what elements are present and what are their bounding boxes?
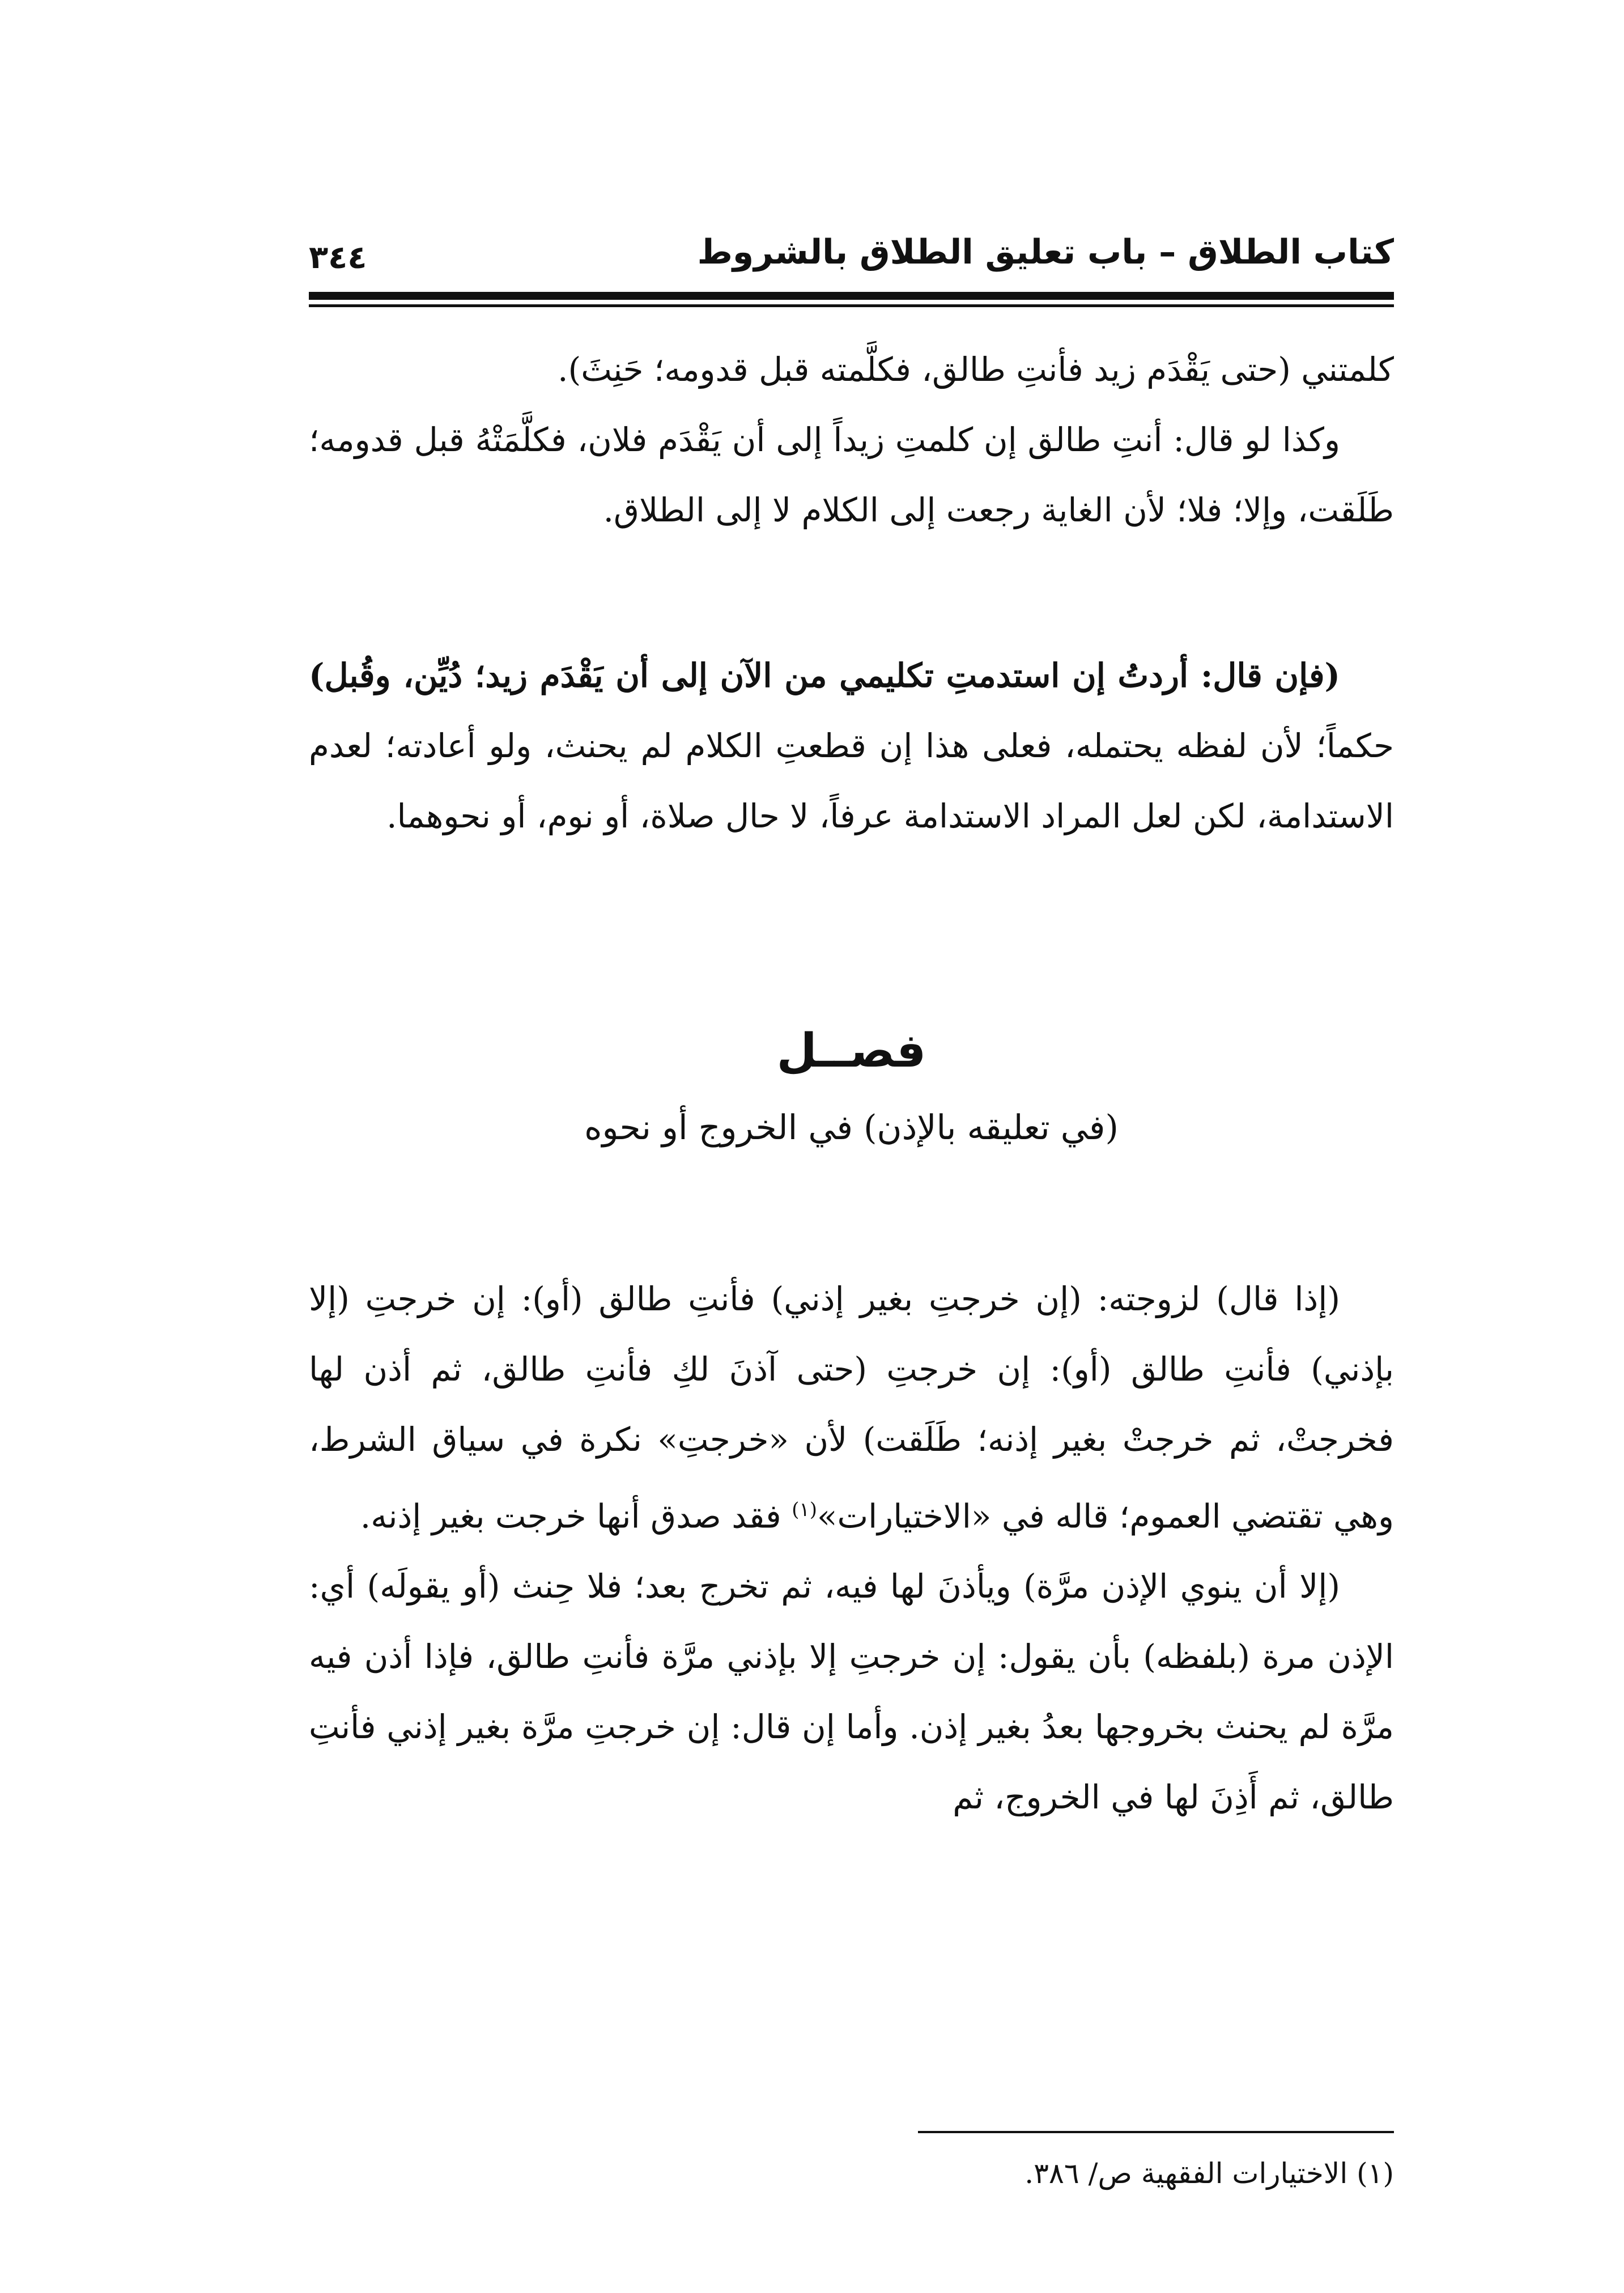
header-rule-thick [309,292,1394,300]
text-block-2 [309,640,1394,851]
paragraph: كلمتني (حتى يَقْدَم زيد فأنتِ طالق، فكلَّمته قبل قدومه؛ حَنِثَ). [558,350,1394,389]
matn-text: (فإن قال: أردتُ إن استدمتِ تكليمي من الآن إلى أن يَقْدَم زيد؛ دُيِّن، وقُبل) [309,656,1340,695]
page-number: ٣٤٤ [309,239,367,276]
text-block-3 [309,1264,1394,1832]
paragraph [309,1264,1394,1551]
running-title: كتاب الطلاق – باب تعليق الطلاق بالشروط [697,232,1394,272]
paragraph: وكذا لو قال: أنتِ طالق إن كلمتِ زيداً إلى أن يَقْدَم فلان، فكلَّمَتْهُ قبل قدومه؛ طَلَقت، وإلا؛ فلا؛ لأن الغاية رجعت إلى الكلام لا إلى الطلاق. [309,421,1394,529]
section-heading: فصــل [776,1024,926,1078]
sharh-text: حكماً؛ لأن لفظه يحتمله، فعلى هذا إن قطعتِ الكلام لم يحنث، ولو أعادته؛ لعدم الاستدامة، لكن لعل المراد الاستدامة عرفاً، لا حال صلاة، أو نوم، أو نحوهما. [309,727,1394,835]
footnote-marker: (١) [792,1498,817,1521]
text-block-1 [309,334,1394,545]
footnote-separator [918,2131,1394,2133]
paragraph: (إلا أن ينوي الإذن مرَّة) ويأذنَ لها فيه، ثم تخرج بعد؛ فلا حِنث (أو يقولَه) أي: الإذن مرة (بلفظه) بأن يقول: إن خرجتِ إلا بإذني مرَّة فأنتِ طالق، فإذا أذن فيه مرَّة لم يحنث بخروجها بعدُ بغير إذن. وأما إن قال: إن خرجتِ مرَّة بغير إذني فأنتِ طالق، ثم أَذِنَ لها في الخروج، ثم [309,1567,1394,1817]
page-header [309,224,1394,292]
paragraph-text: (إذا قال) لزوجته: (إن خرجتِ بغير إذني) فأنتِ طالق (أو): إن خرجتِ (إلا بإذني) فأنتِ طالق (أو): إن خرجتِ (حتى آذنَ لكِ فأنتِ طالق، ثم أذن لها فخرجتْ، ثم خرجتْ بغير إذنه؛ طَلَقت) لأن «خرجتِ» نكرة في سياق الشرط، وهي تقتضي العموم؛ قاله في «الاختيارات» [309,1280,1394,1536]
section-subheading: (في تعليقه بالإذن) في الخروج أو نحوه [584,1108,1119,1148]
paragraph [309,640,1394,851]
footnote: (١) الاختيارات الفقهية ص/ ٣٨٦. [1024,2157,1394,2190]
header-rule-thin [309,304,1394,307]
paragraph-text-end: فقد صدق أنها خرجت بغير إذنه. [360,1497,792,1536]
